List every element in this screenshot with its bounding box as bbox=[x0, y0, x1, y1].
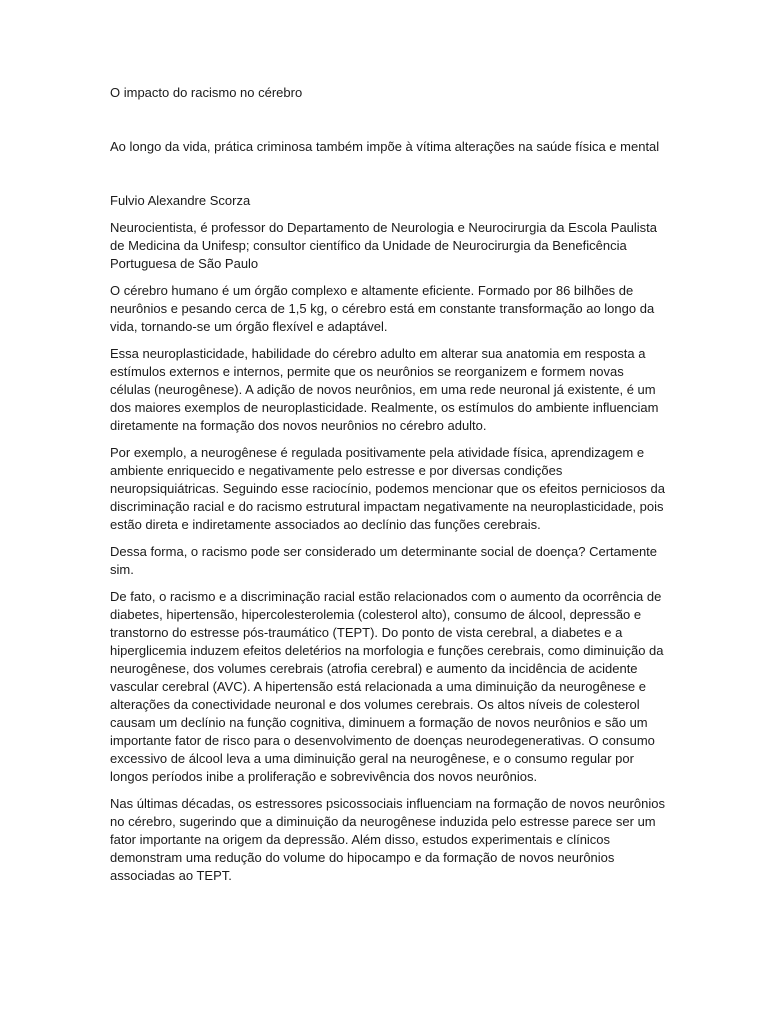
author-bio: Neurocientista, é professor do Departamento de Neurologia e Neurocirurgia da Escola Paulista de Medicina da Unifesp; consultor científico da Unidade de Neurocirurgia da Beneficência Portuguesa de São Paulo bbox=[110, 220, 658, 271]
document-title: O impacto do racismo no cérebro bbox=[110, 85, 303, 100]
document-subtitle: Ao longo da vida, prática criminosa também impõe à vítima alterações na saúde física e mental bbox=[110, 139, 660, 154]
body-paragraph: Dessa forma, o racismo pode ser considerado um determinante social de doença? Certamente sim. bbox=[110, 544, 658, 577]
document-page bbox=[110, 84, 666, 894]
body-paragraph: Nas últimas décadas, os estressores psicossociais influenciam na formação de novos neurônios no cérebro, sugerindo que a diminuição da neurogênese induzida pelo estresse parece ser um fator importante na origem da depressão. Além disso, estudos experimentais e clínicos demonstram uma redução do volume do hipocampo e da formação de novos neurônios associadas ao TEPT. bbox=[110, 796, 665, 883]
author-name: Fulvio Alexandre Scorza bbox=[110, 193, 251, 208]
body-paragraph: Por exemplo, a neurogênese é regulada positivamente pela atividade física, aprendizagem e ambiente enriquecido e negativamente pelo estresse e por diversas condições neuropsiquiátricas. Seguindo esse raciocínio, podemos mencionar que os efeitos perniciosos da discriminação racial e do racismo estrutural impactam negativamente na neuroplasticidade, pois estão direta e indiretamente associados ao declínio das funções cerebrais. bbox=[110, 445, 665, 532]
body-paragraph: Essa neuroplasticidade, habilidade do cérebro adulto em alterar sua anatomia em resposta a estímulos externos e internos, permite que os neurônios se reorganizem e formem novas células (neurogênese). A adição de novos neurônios, em uma rede neuronal já existente, é um dos maiores exemplos de neuroplasticidade. Realmente, os estímulos do ambiente influenciam diretamente na formação dos novos neurônios no cérebro adulto. bbox=[110, 346, 659, 433]
body-paragraph: De fato, o racismo e a discriminação racial estão relacionados com o aumento da ocorrência de diabetes, hipertensão, hipercolesterolemia (colesterol alto), consumo de álcool, depressão e transtorno do estresse pós-traumático (TEPT). Do ponto de vista cerebral, a diabetes e a hiperglicemia induzem efeitos deletérios na morfologia e funções cerebrais, como diminuição da neurogênese, dos volumes cerebrais (atrofia cerebral) e aumento da incidência de acidente vascular cerebral (AVC). A hipertensão está relacionada a uma diminuição da neurogênese e alterações da conectividade neuronal e dos volumes cerebrais. Os altos níveis de colesterol causam um declínio na função cognitiva, diminuem a formação de novos neurônios e são um importante fator de risco para o desenvolvimento de doenças neurodegenerativas. O consumo excessivo de álcool leva a uma diminuição geral na neurogênese, e o consumo regular por longos períodos inibe a proliferação e sobrevivência dos novos neurônios. bbox=[110, 589, 664, 784]
body-paragraph: O cérebro humano é um órgão complexo e altamente eficiente. Formado por 86 bilhões de neurônios e pesando cerca de 1,5 kg, o cérebro está em constante transformação ao longo da vida, tornando-se um órgão flexível e adaptável. bbox=[110, 283, 655, 334]
